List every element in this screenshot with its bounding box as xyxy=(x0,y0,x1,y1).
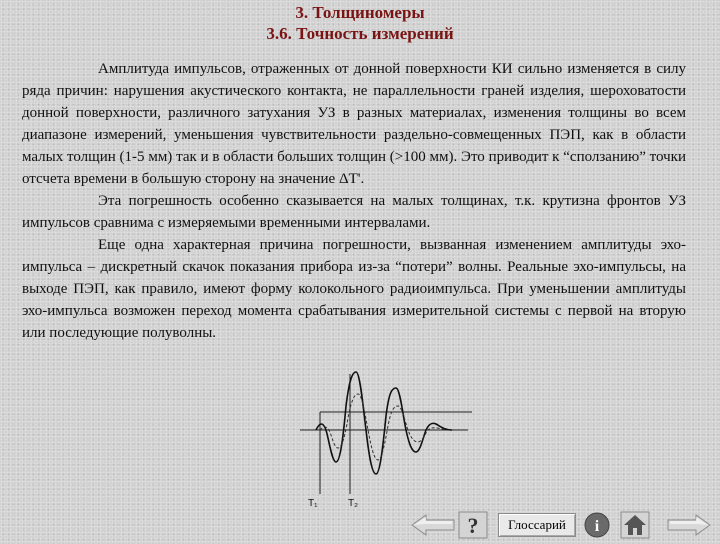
section-title: 3.6. Точность измерений xyxy=(266,24,454,43)
paragraph-3: Еще одна характерная причина погрешности, вызванная изменением амплитуды эхо-импульса – дискретный скачок показания прибора из-за “потери” волны. Реальные эхо-импульсы, на выходе ПЭП, как правило, имеют форму колокольного радиоимпульса. При уменьшении амплитуды эхо-импульса возможен переход момента срабатывания измерительной системы с первой на вторую или последующие полуволны. xyxy=(22,237,686,341)
echo-pulse-diagram xyxy=(296,366,472,516)
glossary-button[interactable]: Глоссарий xyxy=(498,513,576,537)
body-text xyxy=(22,58,686,344)
home-icon[interactable] xyxy=(620,511,650,539)
svg-text:?: ? xyxy=(467,513,479,538)
marker-2-label: T₂ xyxy=(348,498,358,509)
page-title: 3. Толщиномеры xyxy=(295,3,425,22)
navigation-toolbar xyxy=(0,508,720,540)
paragraph-1: Амплитуда импульсов, отраженных от донной поверхности КИ сильно изменяется в силу ряда причин: нарушения акустического контакта, не параллельности граней изделия, шероховатости донной поверхности, различного затухания УЗ в разных материалах, изменения толщины во всем диапазоне измерений, уменьшения чувствительности раздельно-совмещенных ПЭП, как в области малых толщин (1-5 мм) так и в области больших толщин (>100 мм). Это приводит к “сползанию” точки отсчета времени в большую сторону на значение ΔТ'. xyxy=(22,61,686,187)
back-arrow-icon[interactable] xyxy=(410,514,456,536)
info-icon[interactable] xyxy=(584,512,610,538)
marker-1-label: T₁ xyxy=(308,498,318,509)
help-question-icon[interactable] xyxy=(458,511,488,539)
echo-pulse-solid xyxy=(316,372,452,474)
paragraph-2: Эта погрешность особенно сказывается на малых толщинах, т.к. крутизна фронтов УЗ импульсов сравнима с измеряемыми временными интервалами. xyxy=(22,193,686,231)
svg-text:i: i xyxy=(594,518,600,535)
forward-arrow-icon[interactable] xyxy=(666,514,712,536)
